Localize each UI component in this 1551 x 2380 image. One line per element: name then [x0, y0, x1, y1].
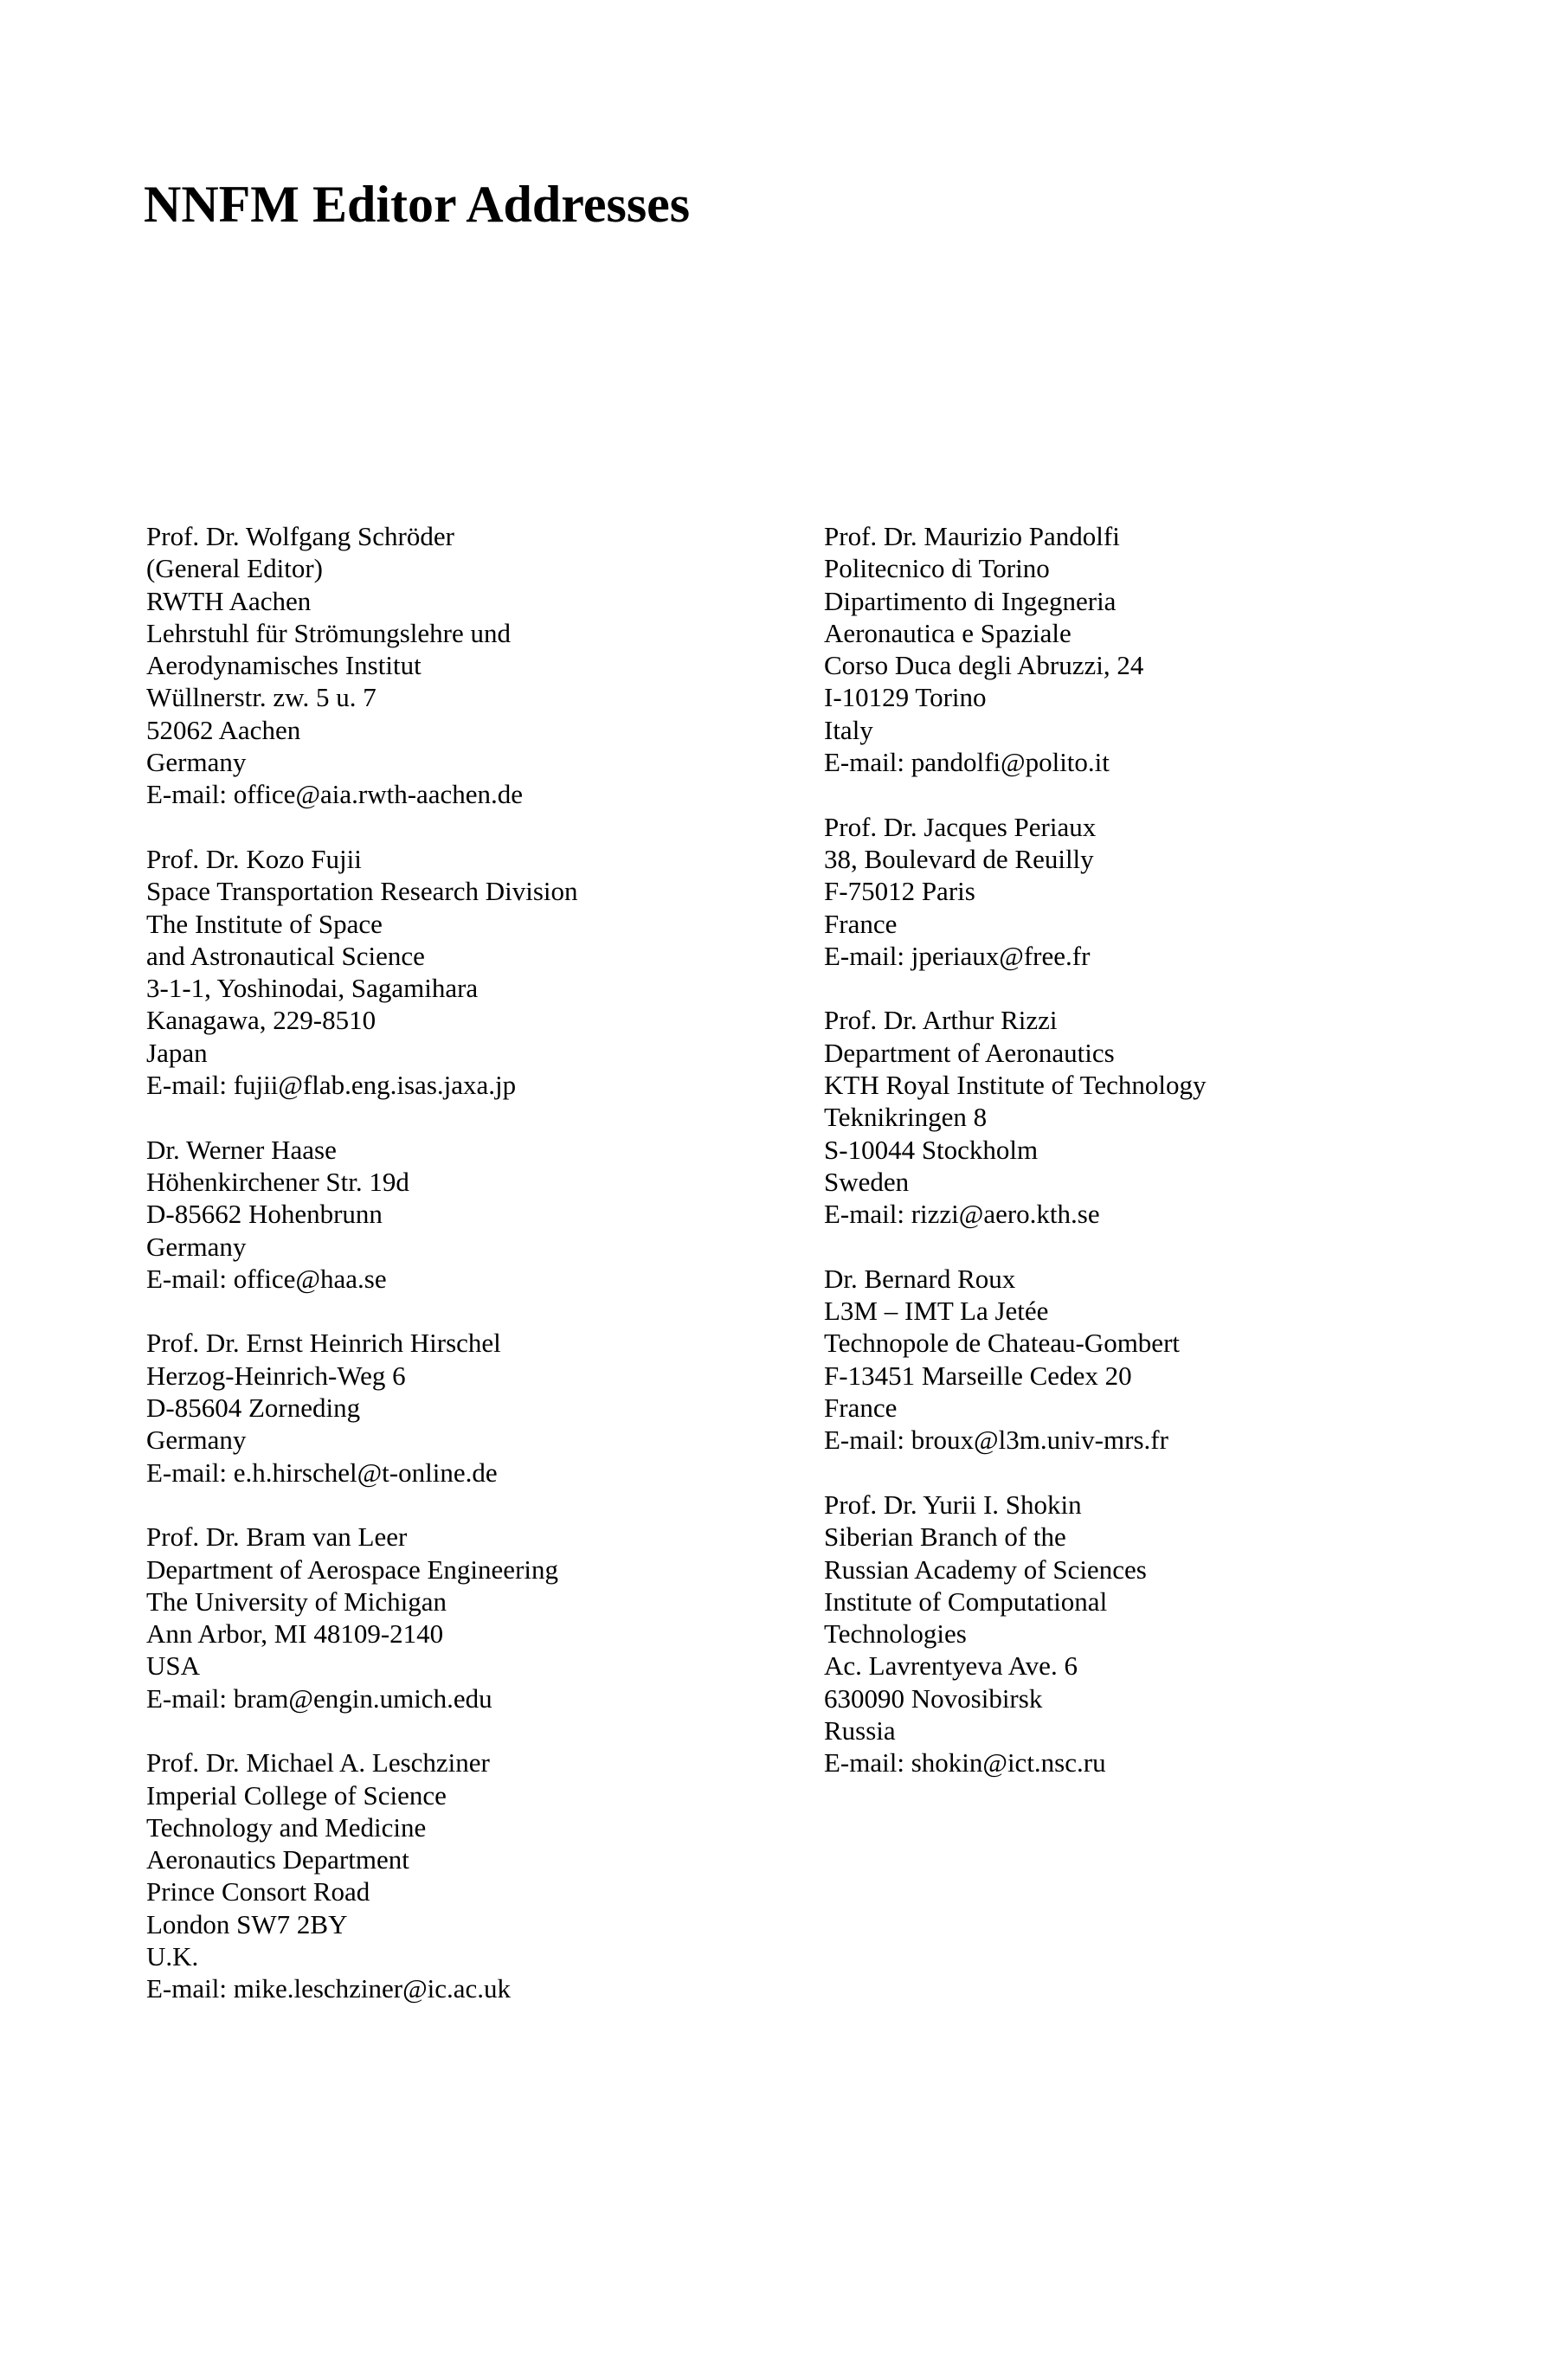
address-line: Höhenkirchener Str. 19d: [146, 1166, 409, 1197]
address-block: [146, 1134, 769, 1295]
address-line: S-10044 Stockholm: [824, 1134, 1039, 1165]
address-line: E-mail: fujii@flab.eng.isas.jaxa.jp: [146, 1070, 517, 1101]
address-line: Department of Aerospace Engineering: [146, 1553, 559, 1585]
address-line: Dr. Bernard Roux: [824, 1263, 1016, 1294]
address-line: I-10129 Torino: [824, 682, 987, 713]
address-line: E-mail: office@haa.se: [146, 1263, 387, 1294]
address-line: Kanagawa, 229-8510: [146, 1005, 376, 1036]
address-line: D-85604 Zorneding: [146, 1393, 361, 1424]
address-line: 630090 Novosibirsk: [824, 1682, 1043, 1714]
address-line: Herzog-Heinrich-Weg 6: [146, 1360, 406, 1391]
address-line: Aerodynamisches Institut: [146, 650, 422, 681]
address-line: Russia: [824, 1714, 896, 1746]
address-line: Dr. Werner Haase: [146, 1134, 337, 1165]
address-line: Dipartimento di Ingegneria: [824, 585, 1117, 616]
address-block: [146, 520, 769, 811]
address-line: F-13451 Marseille Cedex 20: [824, 1360, 1132, 1391]
address-line: Aeronautica e Spaziale: [824, 617, 1072, 648]
address-line: E-mail: bram@engin.umich.edu: [146, 1682, 492, 1714]
address-line: Space Transportation Research Division: [146, 876, 578, 907]
address-line: Siberian Branch of the: [824, 1521, 1066, 1553]
address-line: Germany: [146, 1425, 247, 1456]
address-line: U.K.: [146, 1941, 199, 1972]
address-block: [146, 843, 769, 1101]
address-line: Sweden: [824, 1166, 910, 1197]
address-line: Prof. Dr. Jacques Periaux: [824, 811, 1097, 842]
address-line: Prof. Dr. Ernst Heinrich Hirschel: [146, 1328, 501, 1359]
address-line: E-mail: shokin@ict.nsc.ru: [824, 1747, 1106, 1779]
address-column-right: [824, 520, 1447, 1779]
address-line: E-mail: mike.leschziner@ic.ac.uk: [146, 1973, 512, 2004]
address-line: E-mail: pandolfi@polito.it: [824, 747, 1110, 778]
address-line: London SW7 2BY: [146, 1908, 348, 1939]
address-line: E-mail: office@aia.rwth-aachen.de: [146, 779, 524, 810]
address-line: Technologies: [824, 1618, 967, 1650]
address-line: France: [824, 908, 898, 939]
address-block: [146, 1746, 769, 2004]
address-line: 38, Boulevard de Reuilly: [824, 843, 1094, 874]
address-line: Prince Consort Road: [146, 1876, 370, 1907]
address-line: Wüllnerstr. zw. 5 u. 7: [146, 682, 376, 713]
address-line: E-mail: e.h.hirschel@t-online.de: [146, 1457, 498, 1488]
address-line: L3M – IMT La Jetée: [824, 1296, 1049, 1327]
address-line: USA: [146, 1650, 201, 1682]
address-line: Japan: [146, 1037, 208, 1068]
address-line: Germany: [146, 1231, 247, 1262]
address-block: [824, 1489, 1447, 1779]
address-block: [146, 1327, 769, 1488]
address-line: Technopole de Chateau-Gombert: [824, 1328, 1181, 1359]
address-line: Politecnico di Torino: [824, 553, 1050, 584]
address-line: Aeronautics Department: [146, 1844, 409, 1875]
address-line: Lehrstuhl für Strömungslehre und: [146, 617, 512, 648]
address-block: [824, 811, 1447, 972]
address-block: [146, 1521, 769, 1714]
address-line: 3-1-1, Yoshinodai, Sagamihara: [146, 973, 479, 1004]
address-block: [824, 520, 1447, 778]
address-column-left: [146, 520, 769, 2005]
address-line: Teknikringen 8: [824, 1102, 988, 1133]
address-line: Ac. Lavrentyeva Ave. 6: [824, 1650, 1078, 1682]
address-line: D-85662 Hohenbrunn: [146, 1199, 383, 1230]
address-line: Prof. Dr. Arthur Rizzi: [824, 1005, 1058, 1036]
address-line: Department of Aeronautics: [824, 1037, 1115, 1068]
address-line: Prof. Dr. Bram van Leer: [146, 1521, 408, 1553]
address-block: [824, 1004, 1447, 1230]
address-line: Germany: [146, 747, 247, 778]
address-line: The Institute of Space: [146, 908, 383, 939]
address-line: E-mail: jperiaux@free.fr: [824, 940, 1091, 971]
address-line: The University of Michigan: [146, 1586, 447, 1617]
address-line: RWTH Aachen: [146, 585, 312, 616]
address-line: Imperial College of Science: [146, 1779, 447, 1811]
address-line: Corso Duca degli Abruzzi, 24: [824, 650, 1144, 681]
address-line: Institute of Computational: [824, 1586, 1108, 1617]
address-line: E-mail: broux@l3m.univ-mrs.fr: [824, 1425, 1168, 1456]
address-line: (General Editor): [146, 553, 323, 584]
address-line: Prof. Dr. Kozo Fujii: [146, 843, 362, 874]
address-line: France: [824, 1393, 898, 1424]
address-line: Russian Academy of Sciences: [824, 1553, 1147, 1585]
address-line: 52062 Aachen: [146, 714, 301, 745]
address-line: Prof. Dr. Yurii I. Shokin: [824, 1489, 1082, 1520]
address-line: Prof. Dr. Michael A. Leschziner: [146, 1747, 490, 1779]
address-line: and Astronautical Science: [146, 940, 425, 971]
page-title: NNFM Editor Addresses: [144, 176, 691, 233]
address-line: Ann Arbor, MI 48109-2140: [146, 1618, 444, 1650]
address-block: [824, 1263, 1447, 1457]
address-line: E-mail: rizzi@aero.kth.se: [824, 1199, 1100, 1230]
address-line: Prof. Dr. Maurizio Pandolfi: [824, 521, 1120, 551]
address-line: Prof. Dr. Wolfgang Schröder: [146, 521, 454, 551]
address-line: Technology and Medicine: [146, 1811, 427, 1843]
address-line: Italy: [824, 714, 873, 745]
address-line: KTH Royal Institute of Technology: [824, 1070, 1207, 1101]
address-line: F-75012 Paris: [824, 876, 975, 907]
